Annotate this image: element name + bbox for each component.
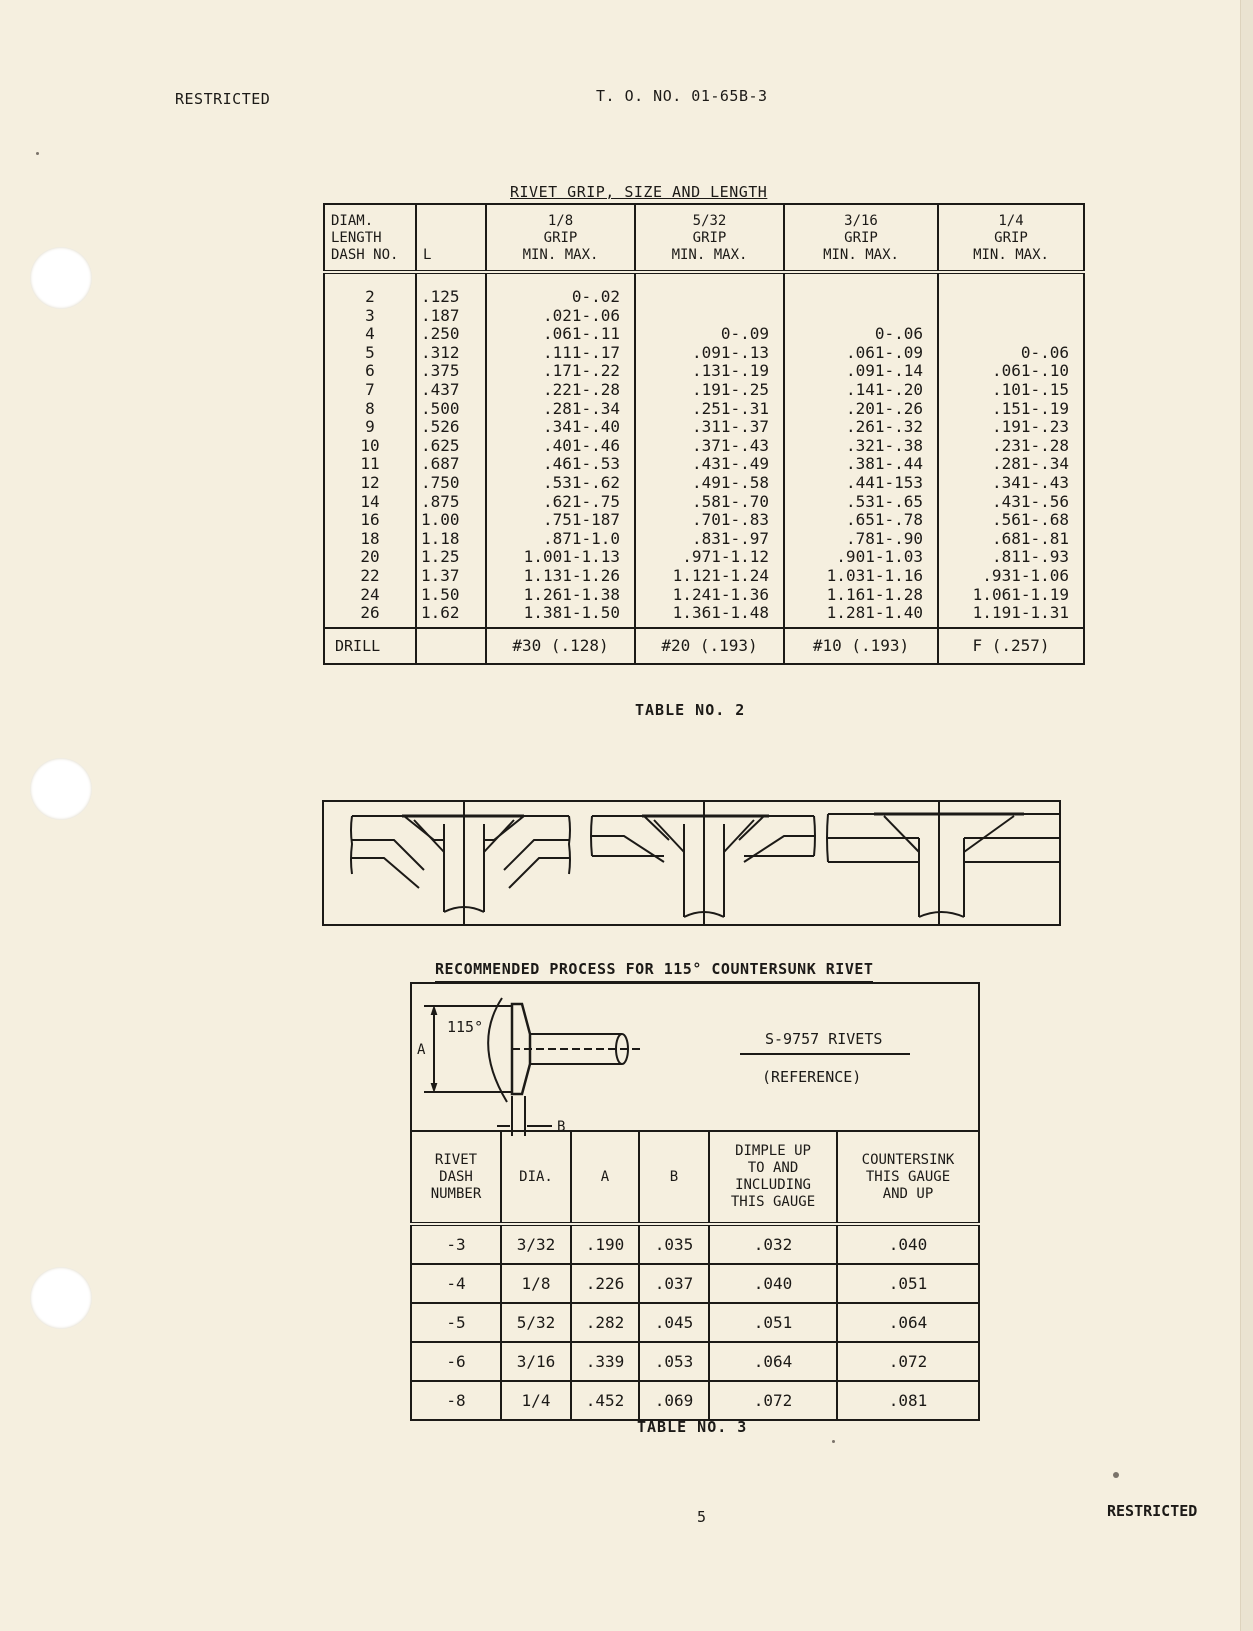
drill-row	[324, 628, 1084, 664]
table-row	[324, 307, 1084, 326]
rivet-name: S-9757 RIVETS	[765, 1030, 883, 1048]
grip-range-cell: .191-.25	[635, 381, 784, 400]
table3-body	[411, 1224, 979, 1420]
table-row	[324, 325, 1084, 344]
grip-range-cell: 1.001-1.13	[486, 548, 635, 567]
length-cell: 1.18	[416, 530, 486, 549]
length-cell: .500	[416, 400, 486, 419]
grip-range-cell: .341-.43	[938, 474, 1084, 493]
grip-range-cell: .131-.19	[635, 362, 784, 381]
length-cell: .526	[416, 418, 486, 437]
table-cell: -8	[411, 1381, 501, 1420]
page-number: 5	[697, 1508, 707, 1526]
table-row	[324, 455, 1084, 474]
grip-range-cell: .531-.62	[486, 474, 635, 493]
binder-hole	[30, 1267, 92, 1329]
length-cell: 1.37	[416, 567, 486, 586]
length-cell: .250	[416, 325, 486, 344]
grip-range-cell: .811-.93	[938, 548, 1084, 567]
grip-range-cell: .401-.46	[486, 437, 635, 456]
table-row	[411, 1381, 979, 1420]
grip-range-cell: .701-.83	[635, 511, 784, 530]
grip-range-cell	[938, 307, 1084, 326]
grip-range-cell: .201-.26	[784, 400, 938, 419]
dash-no-cell: 20	[324, 548, 416, 567]
table-cell: -5	[411, 1303, 501, 1342]
table-cell: .051	[837, 1264, 979, 1303]
grip-range-cell: 1.031-1.16	[784, 567, 938, 586]
table-cell: .032	[709, 1224, 837, 1264]
grip-range-cell: .021-.06	[486, 307, 635, 326]
grip-range-cell: .311-.37	[635, 418, 784, 437]
table-cell: .226	[571, 1264, 639, 1303]
grip-range-cell: .111-.17	[486, 344, 635, 363]
table3-title: RECOMMENDED PROCESS FOR 115° COUNTERSUNK RIVET	[435, 960, 873, 982]
page-edge	[1240, 0, 1253, 1631]
dash-no-cell: 7	[324, 381, 416, 400]
grip-range-cell: 1.131-1.26	[486, 567, 635, 586]
grip-range-cell	[784, 272, 938, 307]
table-row	[324, 530, 1084, 549]
grip-range-cell: .151-.19	[938, 400, 1084, 419]
table-cell: -6	[411, 1342, 501, 1381]
binder-hole	[30, 758, 92, 820]
dash-no-cell: 6	[324, 362, 416, 381]
dash-no-cell: 26	[324, 604, 416, 628]
length-cell: .875	[416, 493, 486, 512]
col-grip-1-4: 1/4 GRIP MIN. MAX.	[938, 204, 1084, 272]
grip-range-cell: .251-.31	[635, 400, 784, 419]
length-cell: 1.50	[416, 586, 486, 605]
grip-range-cell: .191-.23	[938, 418, 1084, 437]
grip-range-cell: 1.261-1.38	[486, 586, 635, 605]
dash-no-cell: 14	[324, 493, 416, 512]
col-grip-3-16: 3/16 GRIP MIN. MAX.	[784, 204, 938, 272]
dash-no-cell: 3	[324, 307, 416, 326]
col-countersink: COUNTERSINK THIS GAUGE AND UP	[837, 1131, 979, 1224]
grip-range-cell: .931-1.06	[938, 567, 1084, 586]
speck	[36, 152, 39, 155]
length-cell: .437	[416, 381, 486, 400]
table-cell: .064	[837, 1303, 979, 1342]
drill-value: #10 (.193)	[784, 628, 938, 664]
dim-b-label: B	[557, 1119, 566, 1135]
length-cell: .375	[416, 362, 486, 381]
table-row	[411, 1342, 979, 1381]
length-cell: 1.62	[416, 604, 486, 628]
grip-range-cell	[938, 272, 1084, 307]
table-row	[411, 1224, 979, 1264]
doc-number: T. O. NO. 01-65B-3	[596, 87, 768, 105]
dash-no-cell: 9	[324, 418, 416, 437]
dim-a-label: A	[417, 1042, 426, 1058]
binder-hole	[30, 247, 92, 309]
grip-range-cell: .231-.28	[938, 437, 1084, 456]
table-cell: .051	[709, 1303, 837, 1342]
length-cell: .312	[416, 344, 486, 363]
length-cell: .125	[416, 272, 486, 307]
grip-range-cell: .321-.38	[784, 437, 938, 456]
table-row	[411, 1264, 979, 1303]
table-cell: .452	[571, 1381, 639, 1420]
table3-caption: TABLE NO. 3	[637, 1418, 748, 1436]
table-cell: 1/8	[501, 1264, 571, 1303]
table-row	[324, 604, 1084, 628]
table-row	[324, 586, 1084, 605]
grip-range-cell: .101-.15	[938, 381, 1084, 400]
dash-no-cell: 5	[324, 344, 416, 363]
col-length: L	[416, 204, 486, 272]
table-row	[324, 344, 1084, 363]
grip-range-cell	[635, 307, 784, 326]
grip-range-cell: .871-1.0	[486, 530, 635, 549]
grip-range-cell: .381-.44	[784, 455, 938, 474]
table-cell: .053	[639, 1342, 709, 1381]
length-cell: .750	[416, 474, 486, 493]
table2-body	[324, 272, 1084, 628]
grip-range-cell: 1.121-1.24	[635, 567, 784, 586]
grip-range-cell: .091-.13	[635, 344, 784, 363]
dash-no-cell: 10	[324, 437, 416, 456]
grip-range-cell: .531-.65	[784, 493, 938, 512]
length-cell: .625	[416, 437, 486, 456]
grip-range-cell: .491-.58	[635, 474, 784, 493]
rivet-diagram-box	[410, 982, 980, 1136]
grip-range-cell: .681-.81	[938, 530, 1084, 549]
grip-range-cell: 1.381-1.50	[486, 604, 635, 628]
grip-range-cell: .651-.78	[784, 511, 938, 530]
grip-range-cell	[784, 307, 938, 326]
col-dimple: DIMPLE UP TO AND INCLUDING THIS GAUGE	[709, 1131, 837, 1224]
grip-range-cell: 0-.06	[938, 344, 1084, 363]
countersunk-rivet-drawing	[412, 984, 978, 1136]
grip-range-cell: .461-.53	[486, 455, 635, 474]
table-row	[324, 362, 1084, 381]
dash-no-cell: 11	[324, 455, 416, 474]
dash-no-cell: 4	[324, 325, 416, 344]
grip-range-cell: .091-.14	[784, 362, 938, 381]
angle-label: 115°	[447, 1018, 484, 1036]
table-cell: .045	[639, 1303, 709, 1342]
table-row	[324, 400, 1084, 419]
grip-range-cell: .971-1.12	[635, 548, 784, 567]
countersunk-process-table	[410, 1130, 980, 1421]
grip-range-cell: .751-187	[486, 511, 635, 530]
table-cell: .072	[837, 1342, 979, 1381]
grip-range-cell: .061-.10	[938, 362, 1084, 381]
table-row	[411, 1303, 979, 1342]
dash-no-cell: 12	[324, 474, 416, 493]
grip-range-cell: .561-.68	[938, 511, 1084, 530]
table-row	[324, 418, 1084, 437]
dash-no-cell: 2	[324, 272, 416, 307]
grip-range-cell: .581-.70	[635, 493, 784, 512]
grip-range-cell: 1.191-1.31	[938, 604, 1084, 628]
table-cell: .037	[639, 1264, 709, 1303]
table-cell: .035	[639, 1224, 709, 1264]
restricted-header: RESTRICTED	[175, 90, 271, 108]
drill-value: F (.257)	[938, 628, 1084, 664]
grip-range-cell: .061-.09	[784, 344, 938, 363]
table2-caption: TABLE NO. 2	[635, 701, 746, 719]
table-cell: .069	[639, 1381, 709, 1420]
grip-range-cell: .441-153	[784, 474, 938, 493]
table-cell: .339	[571, 1342, 639, 1381]
dash-no-cell: 22	[324, 567, 416, 586]
rivet-name-underline	[740, 1053, 910, 1055]
table-cell: 5/32	[501, 1303, 571, 1342]
table-cell: .040	[837, 1224, 979, 1264]
grip-range-cell: .261-.32	[784, 418, 938, 437]
table-cell: .282	[571, 1303, 639, 1342]
table-cell: 3/16	[501, 1342, 571, 1381]
grip-range-cell: .141-.20	[784, 381, 938, 400]
table-cell: -3	[411, 1224, 501, 1264]
dash-no-cell: 8	[324, 400, 416, 419]
grip-range-cell: 0-.09	[635, 325, 784, 344]
grip-range-cell	[938, 325, 1084, 344]
col-a: A	[571, 1131, 639, 1224]
dash-no-cell: 16	[324, 511, 416, 530]
drill-label: DRILL	[324, 628, 416, 664]
col-grip-5-32: 5/32 GRIP MIN. MAX.	[635, 204, 784, 272]
length-cell: .187	[416, 307, 486, 326]
table-cell: .072	[709, 1381, 837, 1420]
grip-range-cell: 1.061-1.19	[938, 586, 1084, 605]
col-rivet-dash: RIVET DASH NUMBER	[411, 1131, 501, 1224]
table-row	[324, 493, 1084, 512]
grip-range-cell: .431-.56	[938, 493, 1084, 512]
drill-value: #30 (.128)	[486, 628, 635, 664]
table-cell: .190	[571, 1224, 639, 1264]
table-cell: 1/4	[501, 1381, 571, 1420]
restricted-footer: RESTRICTED	[1107, 1502, 1198, 1520]
table-row	[324, 511, 1084, 530]
grip-range-cell: .831-.97	[635, 530, 784, 549]
table-cell: -4	[411, 1264, 501, 1303]
drill-value: #20 (.193)	[635, 628, 784, 664]
table-row	[324, 272, 1084, 307]
rivet-reference: (REFERENCE)	[762, 1068, 862, 1086]
dash-no-cell: 24	[324, 586, 416, 605]
grip-range-cell: 1.161-1.28	[784, 586, 938, 605]
speck	[832, 1440, 835, 1443]
table-cell: .064	[709, 1342, 837, 1381]
grip-range-cell	[635, 272, 784, 307]
table-row	[324, 474, 1084, 493]
table-cell: .081	[837, 1381, 979, 1420]
table2-title: RIVET GRIP, SIZE AND LENGTH	[510, 183, 768, 201]
col-b: B	[639, 1131, 709, 1224]
rivet-sections-drawing	[324, 802, 1059, 924]
col-dia: DIA.	[501, 1131, 571, 1224]
col-dash-no: DIAM. LENGTH DASH NO.	[324, 204, 416, 272]
grip-range-cell: .171-.22	[486, 362, 635, 381]
rivet-cross-section-figure	[322, 800, 1061, 926]
grip-range-cell: .221-.28	[486, 381, 635, 400]
grip-range-cell: 1.281-1.40	[784, 604, 938, 628]
grip-range-cell: 0-.02	[486, 272, 635, 307]
length-cell: 1.00	[416, 511, 486, 530]
table-row	[324, 548, 1084, 567]
grip-range-cell: .061-.11	[486, 325, 635, 344]
grip-range-cell: .621-.75	[486, 493, 635, 512]
grip-range-cell: .341-.40	[486, 418, 635, 437]
grip-range-cell: .281-.34	[938, 455, 1084, 474]
col-grip-1-8: 1/8 GRIP MIN. MAX.	[486, 204, 635, 272]
table-row	[324, 567, 1084, 586]
grip-range-cell: 1.361-1.48	[635, 604, 784, 628]
table-cell: 3/32	[501, 1224, 571, 1264]
table-row	[324, 437, 1084, 456]
grip-range-cell: .781-.90	[784, 530, 938, 549]
table-cell: .040	[709, 1264, 837, 1303]
rivet-grip-table	[323, 203, 1085, 665]
speck	[1113, 1472, 1119, 1478]
length-cell: 1.25	[416, 548, 486, 567]
grip-range-cell: .431-.49	[635, 455, 784, 474]
grip-range-cell: 0-.06	[784, 325, 938, 344]
grip-range-cell: .371-.43	[635, 437, 784, 456]
grip-range-cell: .901-1.03	[784, 548, 938, 567]
dash-no-cell: 18	[324, 530, 416, 549]
table-row	[324, 381, 1084, 400]
length-cell: .687	[416, 455, 486, 474]
drill-empty	[416, 628, 486, 664]
grip-range-cell: 1.241-1.36	[635, 586, 784, 605]
grip-range-cell: .281-.34	[486, 400, 635, 419]
